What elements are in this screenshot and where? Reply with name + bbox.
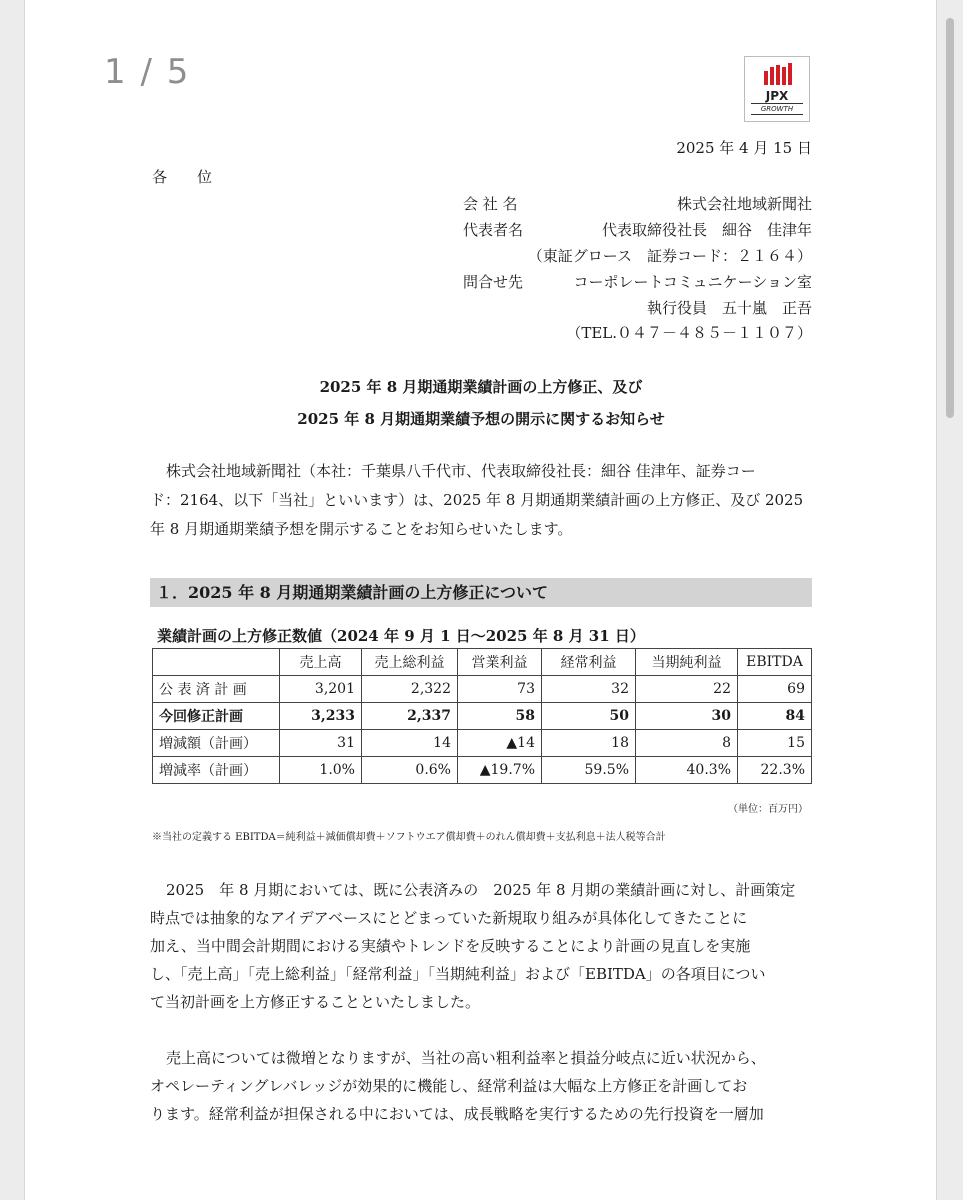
table-cell: 50 bbox=[542, 703, 636, 730]
table-cell: 0.6% bbox=[362, 757, 458, 784]
table-cell: 3,233 bbox=[280, 703, 362, 730]
table-cell: 40.3% bbox=[636, 757, 738, 784]
row-label: 増減率（計画） bbox=[153, 757, 280, 784]
table-cell: 22 bbox=[636, 676, 738, 703]
results-table bbox=[152, 648, 812, 784]
logo-text-jpx: JPX bbox=[765, 89, 789, 103]
jpx-bars-icon bbox=[763, 63, 793, 87]
table-row bbox=[153, 703, 812, 730]
header-cell-sales: 売上高 bbox=[280, 649, 362, 676]
intro-line-2: ド：2164、以下「当社」といいます）は、2025 年 8 月期通期業績計画の上方修正、及び 2025 bbox=[150, 491, 804, 509]
body-para1-line-3: 加え、当中間会計期間における実績やトレンドを反映することにより計画の見直しを実施 bbox=[150, 937, 751, 955]
header-cell-ordinary-profit: 経常利益 bbox=[542, 649, 636, 676]
intro-line-1: 株式会社地域新聞社（本社：千葉県八千代市、代表取締役社長：細谷 佳津年、証券コー bbox=[166, 462, 756, 480]
table-cell: 14 bbox=[362, 730, 458, 757]
title-line-1: 2025 年 8 月期通期業績計画の上方修正、及び bbox=[319, 378, 643, 396]
table-cell: 58 bbox=[458, 703, 542, 730]
representative-value: 代表取締役社長 細谷 佳津年 bbox=[601, 221, 812, 239]
table-row bbox=[153, 676, 812, 703]
table-row bbox=[153, 757, 812, 784]
table-cell: 3,201 bbox=[280, 676, 362, 703]
viewer-left-frame bbox=[0, 0, 25, 1200]
table-row bbox=[153, 730, 812, 757]
table-caption: 業績計画の上方修正数値（2024 年 9 月 1 日～2025 年 8 月 31 日） bbox=[157, 627, 645, 645]
table-cell: 69 bbox=[738, 676, 812, 703]
exchange-info: （東証グロース 証券コード：２１６４） bbox=[527, 247, 812, 265]
contact-person: 執行役員 五十嵐 正吾 bbox=[646, 299, 812, 317]
viewer-scrollbar-thumb[interactable] bbox=[946, 18, 954, 418]
contact-label: 問合せ先 bbox=[463, 273, 524, 291]
table-cell: 32 bbox=[542, 676, 636, 703]
body-para1-line-1: 2025 年 8 月期においては、既に公表済みの 2025 年 8 月期の業績計画に対し、計画策定 bbox=[166, 881, 796, 899]
body-para2-line-2: オペレーティングレバレッジが効果的に機能し、経常利益は大幅な上方修正を計画してお bbox=[150, 1077, 748, 1095]
table-cell: 31 bbox=[280, 730, 362, 757]
table-cell: 8 bbox=[636, 730, 738, 757]
table-cell: 59.5% bbox=[542, 757, 636, 784]
table-cell: 2,322 bbox=[362, 676, 458, 703]
table-header-row bbox=[153, 649, 812, 676]
jpx-growth-logo bbox=[744, 56, 810, 122]
row-label: 公 表 済 計 画 bbox=[153, 676, 280, 703]
company-label: 会 社 名 bbox=[463, 195, 518, 213]
table-cell: ▲19.7% bbox=[458, 757, 542, 784]
body-para2-line-3: ります。経常利益が担保される中においては、成長戦略を実行するための先行投資を一層加 bbox=[150, 1105, 764, 1123]
table-cell: 30 bbox=[636, 703, 738, 730]
title-line-2: 2025 年 8 月期通期業績予想の開示に関するお知らせ bbox=[297, 410, 665, 428]
header-cell-net-profit: 当期純利益 bbox=[636, 649, 738, 676]
table-cell: 22.3% bbox=[738, 757, 812, 784]
body-para1-line-5: て当初計画を上方修正することといたしました。 bbox=[150, 993, 481, 1011]
unit-label: （単位：百万円） bbox=[728, 804, 808, 815]
table-cell: 84 bbox=[738, 703, 812, 730]
contact-department: コーポレートコミュニケーション室 bbox=[573, 273, 812, 291]
representative-label: 代表者名 bbox=[463, 221, 524, 239]
body-para1-line-4: し、「売上高」「売上総利益」「経常利益」「当期純利益」および「EBITDA」の各項目につい bbox=[150, 965, 766, 983]
row-label: 今回修正計画 bbox=[153, 703, 280, 730]
table-cell: ▲14 bbox=[458, 730, 542, 757]
company-value: 株式会社地域新聞社 bbox=[676, 195, 812, 213]
ebitda-definition-note: ※当社の定義する EBITDA＝純利益＋減価償却費＋ソフトウエア償却費＋のれん償却費＋支払利息＋法人税等合計 bbox=[152, 832, 666, 843]
page-counter: 1 / 5 bbox=[104, 52, 191, 92]
addressee: 各 位 bbox=[152, 168, 213, 186]
table-cell: 2,337 bbox=[362, 703, 458, 730]
table-cell: 18 bbox=[542, 730, 636, 757]
table-cell: 1.0% bbox=[280, 757, 362, 784]
row-label: 増減額（計画） bbox=[153, 730, 280, 757]
header-cell-ebitda: EBITDA bbox=[738, 649, 812, 676]
section-heading: １．2025 年 8 月期通期業績計画の上方修正について bbox=[150, 578, 812, 607]
body-para1-line-2: 時点では抽象的なアイデアベースにとどまっていた新規取り組みが具体化してきたことに bbox=[150, 909, 748, 927]
intro-line-3: 年 8 月期通期業績予想を開示することをお知らせいたします。 bbox=[150, 520, 573, 538]
header-cell-operating-profit: 営業利益 bbox=[458, 649, 542, 676]
table-cell: 15 bbox=[738, 730, 812, 757]
table-cell: 73 bbox=[458, 676, 542, 703]
document-date: 2025 年 4 月 15 日 bbox=[676, 139, 812, 157]
header-cell-gross-profit: 売上総利益 bbox=[362, 649, 458, 676]
header-cell-corner bbox=[153, 649, 280, 676]
contact-tel: （TEL.０４７－４８５－１１０７） bbox=[566, 324, 812, 342]
body-para2-line-1: 売上高については微増となりますが、当社の高い粗利益率と損益分岐点に近い状況から、 bbox=[166, 1049, 766, 1067]
logo-text-growth: GROWTH bbox=[751, 103, 803, 115]
